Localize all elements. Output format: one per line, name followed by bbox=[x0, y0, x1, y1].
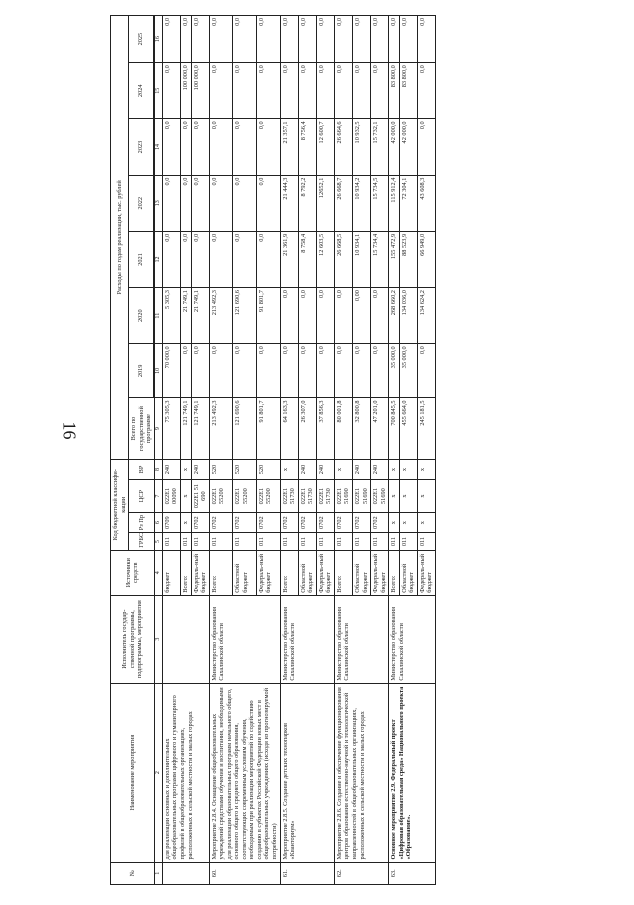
budget-table bbox=[110, 15, 436, 885]
header-year: 2019 bbox=[129, 344, 154, 398]
year-value: 0,0 bbox=[181, 231, 192, 287]
row-number: 62. bbox=[334, 862, 388, 884]
year-value: 0,0 bbox=[181, 344, 192, 398]
table-row bbox=[209, 16, 233, 885]
year-value: 213 492,3 bbox=[209, 288, 233, 344]
year-value: 0,0 bbox=[417, 344, 435, 398]
code-vr: 240 bbox=[298, 459, 316, 479]
code-csr: 022E1 51730 bbox=[280, 480, 298, 513]
executor: Министерство образования Сахалинской области bbox=[389, 595, 436, 683]
header-year: 2021 bbox=[129, 231, 154, 287]
funding-source: Федераль-ный бюджет bbox=[417, 550, 435, 595]
column-numbers-row bbox=[154, 16, 162, 885]
year-value: 8 758,4 bbox=[298, 231, 316, 287]
code-grbs: 011 bbox=[209, 533, 233, 550]
code-vr: 240 bbox=[316, 459, 334, 479]
year-value: 0,0 bbox=[233, 344, 257, 398]
row-number: 60. bbox=[209, 862, 280, 884]
year-value: 8 756,4 bbox=[298, 119, 316, 175]
year-value: 0,0 bbox=[334, 288, 352, 344]
year-value: 35 000,0 bbox=[399, 344, 417, 398]
header-year: 2022 bbox=[129, 175, 154, 231]
year-value: 0,0 bbox=[256, 16, 280, 63]
table-header bbox=[111, 16, 163, 885]
header-year: 2025 bbox=[129, 16, 154, 63]
total-value: 245 181,5 bbox=[417, 398, 435, 459]
year-value: 12 600,7 bbox=[316, 119, 334, 175]
column-number: 10 bbox=[154, 344, 162, 398]
code-rzpr: 0702 bbox=[209, 512, 233, 532]
code-rzpr: 0702 bbox=[334, 512, 352, 532]
year-value: 0,0 bbox=[389, 16, 400, 63]
year-value: 21 357,1 bbox=[280, 119, 298, 175]
column-number: 2 bbox=[154, 683, 162, 862]
code-grbs: 011 bbox=[371, 533, 389, 550]
page-number: 16 bbox=[59, 421, 80, 440]
year-value: 15 734,4 bbox=[371, 231, 389, 287]
code-vr: 520 bbox=[233, 459, 257, 479]
code-grbs: 011 bbox=[298, 533, 316, 550]
year-value: 83 800,0 bbox=[389, 63, 400, 119]
year-value: 21 444,3 bbox=[280, 175, 298, 231]
year-value: 0,0 bbox=[256, 175, 280, 231]
code-csr: 022E1 51730 bbox=[316, 480, 334, 513]
year-value: 0,0 bbox=[256, 119, 280, 175]
code-vr: 240 bbox=[371, 459, 389, 479]
funding-source: Областной бюджет bbox=[233, 550, 257, 595]
year-value: 0,0 bbox=[280, 288, 298, 344]
year-value: 0,0 bbox=[371, 63, 389, 119]
year-value: 0,0 bbox=[352, 16, 370, 63]
code-vr: 520 bbox=[209, 459, 233, 479]
year-value: 0,0 bbox=[417, 119, 435, 175]
code-rzpr: 0702 bbox=[371, 512, 389, 532]
code-grbs: 011 bbox=[181, 533, 192, 550]
funding-source: Областной бюджет bbox=[352, 550, 370, 595]
year-value: 83 800,0 bbox=[399, 63, 417, 119]
year-value: 0,0 bbox=[162, 175, 180, 231]
funding-source: бюджет bbox=[162, 550, 180, 595]
header-total: Всего по государственной программе bbox=[129, 398, 155, 459]
year-value: 0,0 bbox=[256, 63, 280, 119]
activity-name: Мероприятие 2.8.6. Создание и обеспечение функционирования центров образования естественно-научной и технологической направленностей в общеобразовательных организациях, расположенных в сельской местности и малых городах bbox=[334, 683, 388, 862]
code-rzpr: x bbox=[389, 512, 400, 532]
year-value: 100 000,0 bbox=[191, 63, 209, 119]
total-value: 121 690,6 bbox=[233, 398, 257, 459]
year-value: 0,0 bbox=[181, 175, 192, 231]
code-rzpr: 0709 bbox=[162, 512, 180, 532]
activity-name: Мероприятие 2.8.4. Оснащение общеобразовательных учреждений средствами обучения и воспитания, необходимыми для реализации образовательных программ начального общего, основного общего и среднего общего образования, соответствующих современным условиям обучения, необходимым при реализации мероприятий по содействию созданию в субъектах Российской Федерации новых мест в общеобразовательных учреждениях (исходя из прогнозируемой потребности) bbox=[209, 683, 280, 862]
header-executor: Исполнитель государ-ственной программы, подпрограммы, мероприятия bbox=[111, 595, 155, 683]
code-vr: x bbox=[389, 459, 400, 479]
executor: Министерство образования Сахалинской области bbox=[280, 595, 334, 683]
column-number: 6 bbox=[154, 512, 162, 532]
year-value: 0,0 bbox=[191, 175, 209, 231]
year-value: 26 668,7 bbox=[334, 175, 352, 231]
year-value: 35 000,0 bbox=[389, 344, 400, 398]
total-value: 37 856,3 bbox=[316, 398, 334, 459]
year-value: 268 660,2 bbox=[389, 288, 400, 344]
year-value: 0,0 bbox=[209, 119, 233, 175]
year-value: 21 361,9 bbox=[280, 231, 298, 287]
year-value: 0,0 bbox=[191, 16, 209, 63]
code-grbs: 011 bbox=[417, 533, 435, 550]
column-number: 11 bbox=[154, 288, 162, 344]
year-value: 0,0 bbox=[280, 344, 298, 398]
code-csr: 022E1 51690 bbox=[352, 480, 370, 513]
funding-source: Областной бюджет bbox=[298, 550, 316, 595]
year-value: 10 934,1 bbox=[352, 231, 370, 287]
year-value: 0,0 bbox=[417, 63, 435, 119]
year-value: 21 749,1 bbox=[191, 288, 209, 344]
year-value: 8 792,2 bbox=[298, 175, 316, 231]
year-value: 134 624,2 bbox=[417, 288, 435, 344]
year-value: 0,0 bbox=[316, 16, 334, 63]
code-grbs: 011 bbox=[334, 533, 352, 550]
year-value: 66 949,0 bbox=[417, 231, 435, 287]
year-value: 0,0 bbox=[298, 63, 316, 119]
activity-name: Основное мероприятие 2.9. Федеральный проект «Цифровая образовательная среда» Национального проекта «Образование». bbox=[389, 683, 436, 862]
table-row bbox=[162, 16, 180, 885]
funding-source: Федераль-ный бюджет bbox=[191, 550, 209, 595]
total-value: 75 305,3 bbox=[162, 398, 180, 459]
year-value: 0,0 bbox=[316, 63, 334, 119]
code-csr: x bbox=[417, 480, 435, 513]
funding-source: Всего: bbox=[209, 550, 233, 595]
year-value: 0,0 bbox=[209, 175, 233, 231]
year-value: 15 732,1 bbox=[371, 119, 389, 175]
header-rzpr: Рз Пр bbox=[129, 512, 155, 532]
total-value: 64 163,3 bbox=[280, 398, 298, 459]
year-value: 43 608,3 bbox=[417, 175, 435, 231]
code-rzpr: x bbox=[399, 512, 417, 532]
code-rzpr: 0702 bbox=[298, 512, 316, 532]
column-number: 3 bbox=[154, 595, 162, 683]
code-csr: 022E1 51730 bbox=[298, 480, 316, 513]
column-number: 7 bbox=[154, 480, 162, 513]
funding-source: Всего: bbox=[181, 550, 192, 595]
column-number: 4 bbox=[154, 550, 162, 595]
code-csr: 022E1 55200 bbox=[209, 480, 233, 513]
funding-source: Федераль-ный бюджет bbox=[316, 550, 334, 595]
code-csr: 022E1 00090 bbox=[162, 480, 180, 513]
column-number: 12 bbox=[154, 231, 162, 287]
year-value: 5 305,3 bbox=[162, 288, 180, 344]
code-grbs: 011 bbox=[256, 533, 280, 550]
code-csr: 022E1 51 690 bbox=[191, 480, 209, 513]
total-value: 91 801,7 bbox=[256, 398, 280, 459]
year-value: 0,0 bbox=[371, 16, 389, 63]
activity-name: Мероприятие 2.8.5. Создание детских технопарков «Кванториум» bbox=[280, 683, 334, 862]
year-value: 10 934,2 bbox=[352, 175, 370, 231]
column-number: 1 bbox=[154, 862, 162, 884]
funding-source: Федераль-ный бюджет bbox=[256, 550, 280, 595]
year-value: 0,0 bbox=[371, 344, 389, 398]
code-vr: x bbox=[334, 459, 352, 479]
year-value: 0,0 bbox=[181, 16, 192, 63]
year-value: 0,0 bbox=[191, 231, 209, 287]
year-value: 0,0 bbox=[233, 16, 257, 63]
year-value: 42 000,0 bbox=[399, 119, 417, 175]
code-rzpr: 0702 bbox=[280, 512, 298, 532]
header-year: 2023 bbox=[129, 119, 154, 175]
rotated-table-container bbox=[110, 15, 610, 885]
code-csr: 022E1 55200 bbox=[256, 480, 280, 513]
row-number bbox=[162, 862, 209, 884]
code-grbs: 011 bbox=[191, 533, 209, 550]
year-value: 0,0 bbox=[280, 63, 298, 119]
code-csr: 022E1 51690 bbox=[334, 480, 352, 513]
column-number: 9 bbox=[154, 398, 162, 459]
total-value: 121 749,1 bbox=[181, 398, 192, 459]
total-value: 213 492,3 bbox=[209, 398, 233, 459]
year-value: 26 668,5 bbox=[334, 231, 352, 287]
code-csr: 022E1 55200 bbox=[233, 480, 257, 513]
year-value: 0,0 bbox=[399, 16, 417, 63]
column-number: 16 bbox=[154, 16, 162, 63]
year-value: 0,0 bbox=[256, 231, 280, 287]
column-number: 15 bbox=[154, 63, 162, 119]
row-number: 61. bbox=[280, 862, 334, 884]
funding-source: Федераль-ный бюджет bbox=[371, 550, 389, 595]
year-value: 0,0 bbox=[233, 175, 257, 231]
year-value: 155 472,9 bbox=[389, 231, 400, 287]
code-csr: x bbox=[181, 480, 192, 513]
year-value: 0,0 bbox=[334, 63, 352, 119]
year-value: 0,0 bbox=[209, 16, 233, 63]
table-row bbox=[334, 16, 352, 885]
year-value: 42 000,0 bbox=[389, 119, 400, 175]
executor: Министерство образования Сахалинской области bbox=[209, 595, 280, 683]
year-value: 0,0 bbox=[162, 63, 180, 119]
funding-source: Областной бюджет bbox=[399, 550, 417, 595]
table-row bbox=[389, 16, 400, 885]
year-value: 0,0 bbox=[298, 344, 316, 398]
year-value: 0,0 bbox=[233, 63, 257, 119]
header-vr: ВР bbox=[129, 459, 155, 479]
executor: Министерство образования Сахалинской области bbox=[334, 595, 388, 683]
header-csr: ЦСР bbox=[129, 480, 155, 513]
year-value: 134 036,0 bbox=[399, 288, 417, 344]
year-value: 12652,1 bbox=[316, 175, 334, 231]
code-rzpr: 0702 bbox=[191, 512, 209, 532]
year-value: 0,0 bbox=[162, 119, 180, 175]
code-csr: x bbox=[389, 480, 400, 513]
year-value: 0,00 bbox=[352, 288, 370, 344]
year-value: 0,0 bbox=[162, 16, 180, 63]
year-value: 0,0 bbox=[298, 16, 316, 63]
total-value: 80 001,8 bbox=[334, 398, 352, 459]
code-vr: x bbox=[417, 459, 435, 479]
header-source: Источники средств bbox=[111, 550, 155, 595]
year-value: 0,0 bbox=[181, 119, 192, 175]
year-value: 0,0 bbox=[256, 344, 280, 398]
code-grbs: 011 bbox=[352, 533, 370, 550]
year-value: 88 523,9 bbox=[399, 231, 417, 287]
year-value: 0,0 bbox=[209, 63, 233, 119]
year-value: 0,0 bbox=[352, 63, 370, 119]
year-value: 72 304,1 bbox=[399, 175, 417, 231]
header-expenses: Расходы по годам реализации, тыс. рублей bbox=[111, 16, 129, 460]
column-number: 14 bbox=[154, 119, 162, 175]
year-value: 0,0 bbox=[191, 119, 209, 175]
code-grbs: 011 bbox=[162, 533, 180, 550]
year-value: 0,0 bbox=[371, 288, 389, 344]
year-value: 0,0 bbox=[316, 344, 334, 398]
year-value: 0,0 bbox=[162, 231, 180, 287]
year-value: 91 801,7 bbox=[256, 288, 280, 344]
code-grbs: 011 bbox=[280, 533, 298, 550]
code-vr: 240 bbox=[352, 459, 370, 479]
total-value: 121 749,1 bbox=[191, 398, 209, 459]
year-value: 121 690,6 bbox=[233, 288, 257, 344]
code-vr: 240 bbox=[162, 459, 180, 479]
total-value: 47 201,0 bbox=[371, 398, 389, 459]
year-value: 0,0 bbox=[316, 288, 334, 344]
year-value: 0,0 bbox=[298, 288, 316, 344]
year-value: 0,0 bbox=[233, 119, 257, 175]
funding-source: Всего: bbox=[389, 550, 400, 595]
code-vr: 240 bbox=[191, 459, 209, 479]
year-value: 0,0 bbox=[191, 344, 209, 398]
code-csr: x bbox=[399, 480, 417, 513]
header-no: № bbox=[111, 862, 155, 884]
header-year: 2020 bbox=[129, 288, 154, 344]
total-value: 32 800,8 bbox=[352, 398, 370, 459]
code-rzpr: 0702 bbox=[352, 512, 370, 532]
code-grbs: 011 bbox=[316, 533, 334, 550]
year-value: 0,0 bbox=[334, 16, 352, 63]
total-value: 700 845,5 bbox=[389, 398, 400, 459]
year-value: 0,0 bbox=[209, 231, 233, 287]
table-body bbox=[162, 16, 435, 885]
total-value: 26 307,0 bbox=[298, 398, 316, 459]
code-rzpr: x bbox=[417, 512, 435, 532]
code-rzpr: 0702 bbox=[256, 512, 280, 532]
column-number: 5 bbox=[154, 533, 162, 550]
year-value: 100 000,0 bbox=[181, 63, 192, 119]
header-code: Код бюджетной классифи-кации bbox=[111, 459, 129, 550]
funding-source: Всего: bbox=[334, 550, 352, 595]
year-value: 70 000,0 bbox=[162, 344, 180, 398]
row-number: 63. bbox=[389, 862, 436, 884]
column-number: 13 bbox=[154, 175, 162, 231]
code-vr: x bbox=[280, 459, 298, 479]
code-grbs: 011 bbox=[233, 533, 257, 550]
table-row bbox=[280, 16, 298, 885]
year-value: 0,0 bbox=[334, 344, 352, 398]
code-grbs: 011 bbox=[389, 533, 400, 550]
year-value: 115 912,4 bbox=[389, 175, 400, 231]
code-rzpr: 0702 bbox=[316, 512, 334, 532]
year-value: 0,0 bbox=[280, 16, 298, 63]
year-value: 12 603,5 bbox=[316, 231, 334, 287]
year-value: 21 749,1 bbox=[181, 288, 192, 344]
year-value: 0,0 bbox=[233, 231, 257, 287]
code-vr: x bbox=[181, 459, 192, 479]
executor bbox=[162, 595, 209, 683]
year-value: 0,0 bbox=[209, 344, 233, 398]
funding-source: Всего: bbox=[280, 550, 298, 595]
header-grbs: ГРБС bbox=[129, 533, 155, 550]
header-year: 2024 bbox=[129, 63, 154, 119]
code-csr: 022E1 51690 bbox=[371, 480, 389, 513]
year-value: 15 734,5 bbox=[371, 175, 389, 231]
total-value: 455 664,0 bbox=[399, 398, 417, 459]
activity-name: для реализации основных и дополнительных общеобразовательных программ цифрового и гуманитарного профилей в общеобразовательных организациях, расположенных в сельской местности и малых городах bbox=[162, 683, 209, 862]
year-value: 26 664,6 bbox=[334, 119, 352, 175]
code-rzpr: 0702 bbox=[233, 512, 257, 532]
code-vr: 520 bbox=[256, 459, 280, 479]
year-value: 0,0 bbox=[417, 16, 435, 63]
year-value: 10 932,5 bbox=[352, 119, 370, 175]
column-number: 8 bbox=[154, 459, 162, 479]
code-rzpr: x bbox=[181, 512, 192, 532]
code-vr: x bbox=[399, 459, 417, 479]
code-grbs: 011 bbox=[399, 533, 417, 550]
year-value: 0,0 bbox=[352, 344, 370, 398]
header-name: Наименование мероприятия bbox=[111, 683, 155, 862]
